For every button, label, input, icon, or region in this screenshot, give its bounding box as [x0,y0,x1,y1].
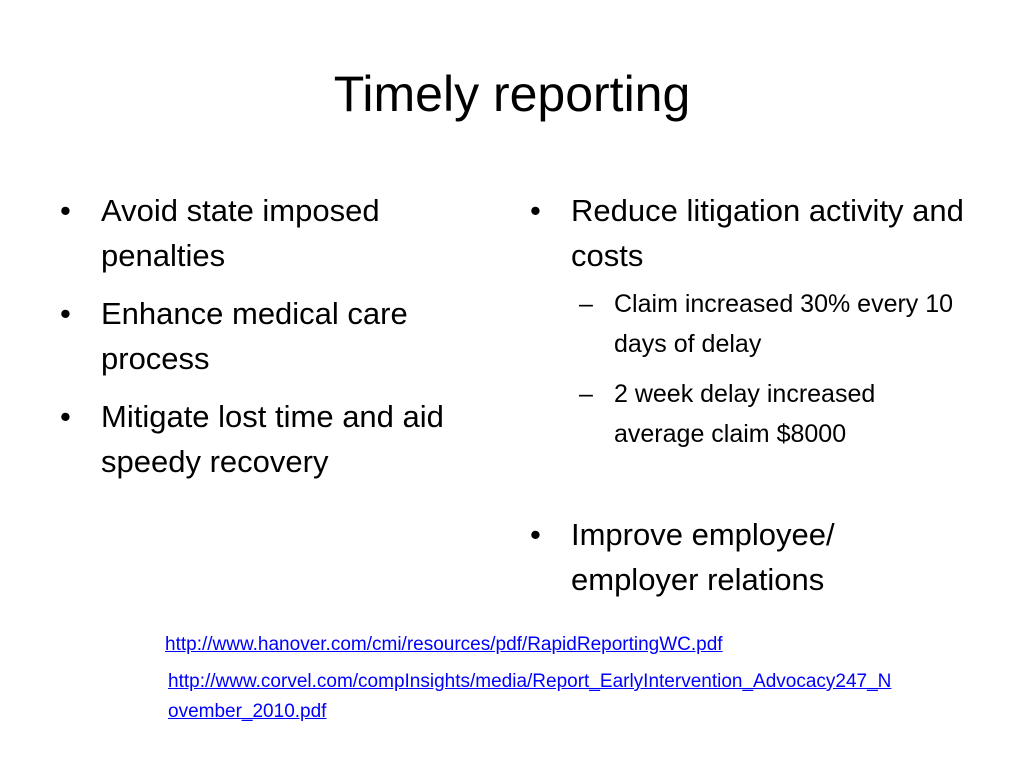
reference-link-corvel[interactable]: http://www.corvel.com/compInsights/media/Report_EarlyIntervention_Advocacy247_November_2010.pdf [168,671,892,722]
sub-bullet-marker: – [579,290,593,318]
sub-bullet-item [571,284,968,364]
slide-title: Timely reporting [333,66,691,122]
left-bullet-list [58,188,478,484]
bullet-marker: • [60,399,71,434]
bullet-item [58,188,478,278]
bullet-marker: • [60,296,71,331]
bullet-item [528,188,968,454]
left-column [58,188,478,497]
sub-bullet-text: Claim increased 30% every 10 days of delay [614,290,954,358]
sub-bullet-list [571,284,968,454]
sub-bullet-text: 2 week delay increased average claim $8000 [614,380,876,448]
bullet-marker: • [530,517,541,552]
bullet-marker: • [60,193,71,228]
bullet-text: Improve employee/ employer relations [571,517,835,597]
bullet-item [528,512,968,602]
sub-bullet-marker: – [579,380,593,408]
bullet-text: Mitigate lost time and aid speedy recovery [101,399,444,479]
right-bullet-list [528,188,968,602]
right-column [528,188,968,615]
sub-bullet-item [571,374,968,454]
bullet-text: Enhance medical care process [101,296,408,376]
bullet-item [58,291,478,381]
reference-link-hanover[interactable]: http://www.hanover.com/cmi/resources/pdf/RapidReportingWC.pdf [165,634,723,655]
bullet-item [58,394,478,484]
bullet-marker: • [530,193,541,228]
bullet-text: Avoid state imposed penalties [101,193,380,273]
bullet-text: Reduce litigation activity and costs [571,193,964,273]
